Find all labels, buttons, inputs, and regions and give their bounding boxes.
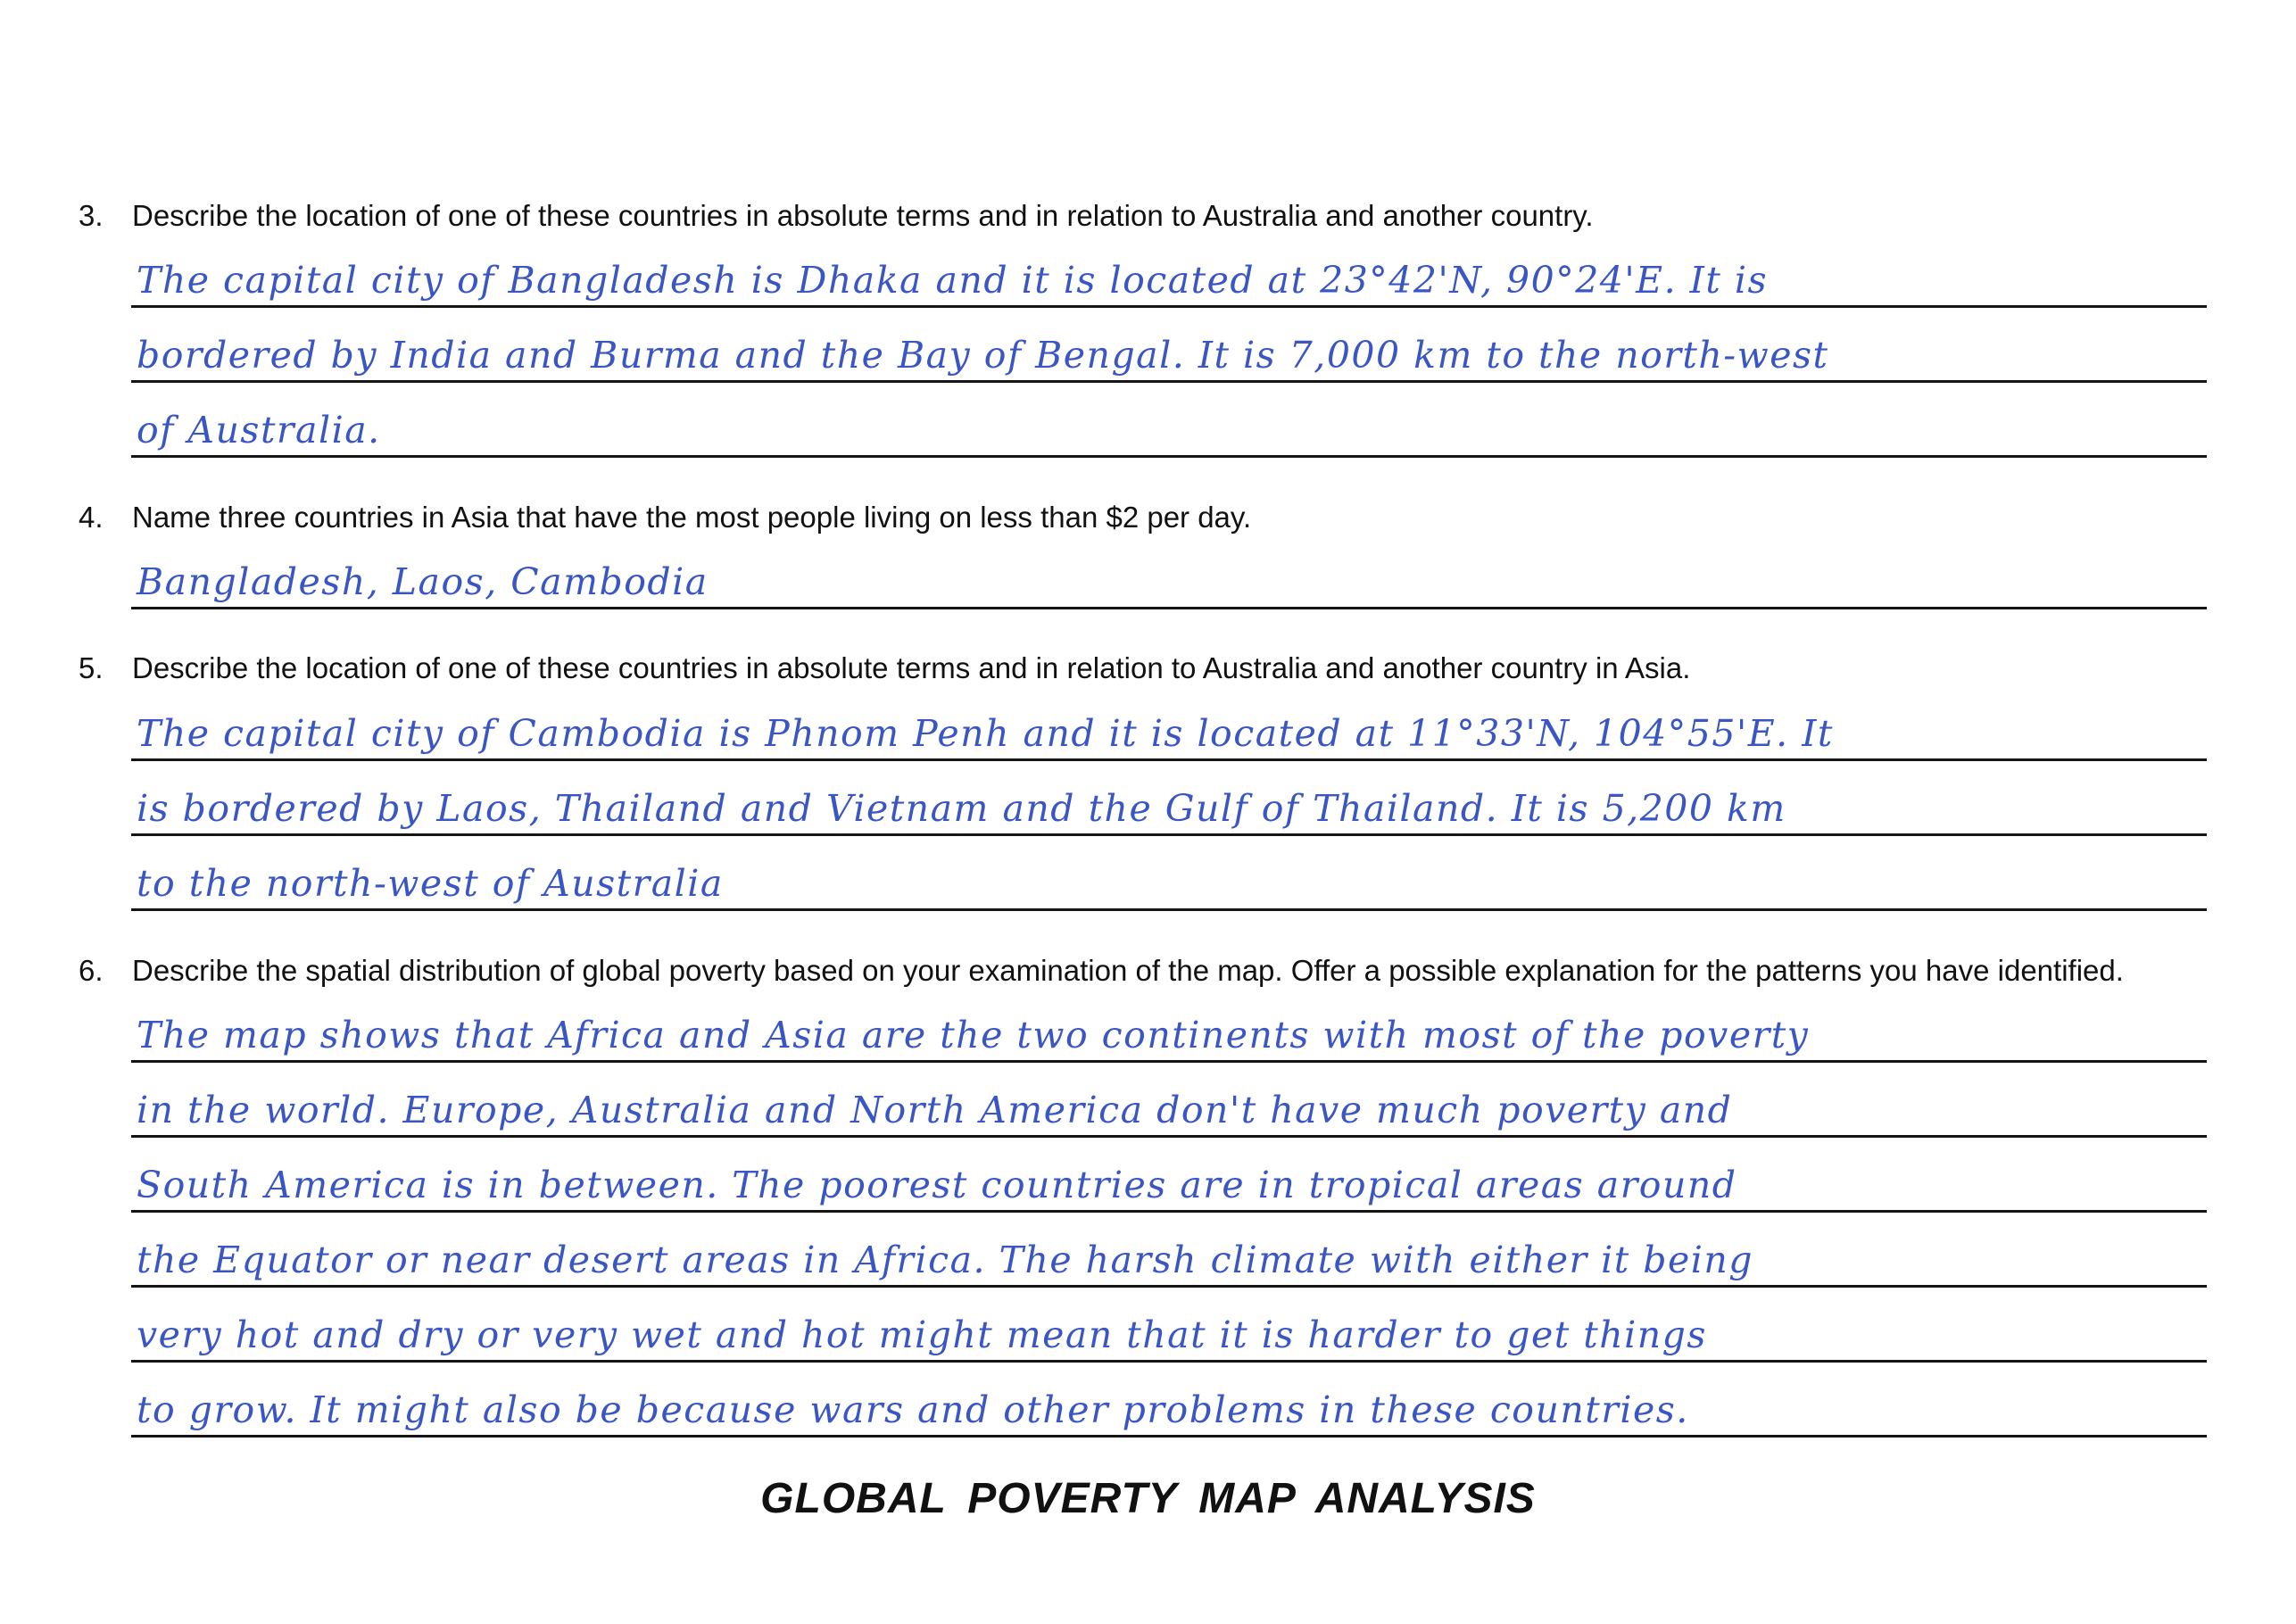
answer-line[interactable] [131, 245, 2207, 308]
handwritten-answer: to the north-west of Australia [137, 862, 724, 905]
question-number: 5. [79, 651, 104, 684]
handwritten-answer: very hot and dry or very wet and hot might mean that it is harder to get things [137, 1313, 1707, 1356]
answer-line[interactable] [131, 849, 2207, 911]
handwritten-answer: is bordered by Laos, Thailand and Vietnam and the Gulf of Thailand. It is 5,200 km [137, 787, 1786, 830]
answer-line[interactable] [131, 1150, 2207, 1213]
handwritten-answer: the Equator or near desert areas in Africa. The harsh climate with either it being [137, 1239, 1754, 1281]
question-3-prompt [79, 198, 2238, 234]
question-4-prompt [79, 500, 2238, 535]
handwritten-answer: The capital city of Cambodia is Phnom Penh and it is located at 11°33'N, 104°55'E. It [137, 712, 1834, 755]
handwritten-answer: of Australia. [137, 409, 381, 452]
answer-line[interactable] [131, 320, 2207, 383]
worksheet-title: GLOBAL POVERTY MAP ANALYSIS [760, 1475, 1536, 1522]
question-5-prompt [79, 650, 2238, 686]
answer-line[interactable] [131, 1225, 2207, 1288]
question-text: Describe the location of one of these countries in absolute terms and in relation to Australia and another country. [132, 199, 1594, 232]
answer-line[interactable] [131, 774, 2207, 836]
answer-line[interactable] [131, 1000, 2207, 1063]
question-text: Describe the location of one of these countries in absolute terms and in relation to Australia and another country in Asia. [132, 651, 1691, 684]
answer-line[interactable] [131, 395, 2207, 458]
handwritten-answer: South America is in between. The poorest countries are in tropical areas around [137, 1164, 1737, 1206]
handwritten-answer: bordered by India and Burma and the Bay of Bengal. It is 7,000 km to the north-west [137, 334, 1829, 377]
question-text: Name three countries in Asia that have the most people living on less than $2 per day. [132, 501, 1252, 534]
handwritten-answer: The map shows that Africa and Asia are the two continents with most of the poverty [137, 1014, 1810, 1056]
answer-line[interactable] [131, 1375, 2207, 1438]
handwritten-answer: Bangladesh, Laos, Cambodia [137, 560, 709, 603]
question-6-prompt [79, 953, 2238, 989]
question-text: Describe the spatial distribution of global poverty based on your examination of the map. Offer a possible explanation for the patterns you have identified. [132, 954, 2124, 987]
handwritten-answer: to grow. It might also be because wars and other problems in these countries. [137, 1388, 1689, 1431]
answer-line[interactable] [131, 547, 2207, 609]
answer-line[interactable] [131, 699, 2207, 761]
question-number: 3. [79, 199, 104, 232]
answer-line[interactable] [131, 1075, 2207, 1138]
answer-line[interactable] [131, 1300, 2207, 1363]
question-number: 4. [79, 501, 104, 534]
handwritten-answer: The capital city of Bangladesh is Dhaka and it is located at 23°42'N, 90°24'E. It is [137, 259, 1769, 302]
question-number: 6. [79, 954, 104, 987]
handwritten-answer: in the world. Europe, Australia and North America don't have much poverty and [137, 1089, 1733, 1131]
